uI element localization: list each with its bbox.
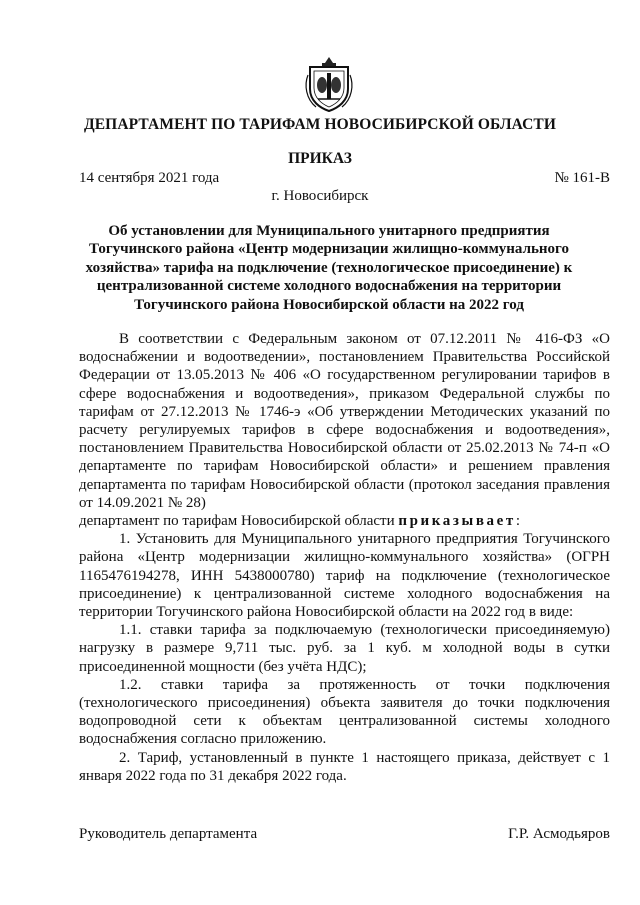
clause-1: 1. Установить для Муниципального унитарного предприятия Тогучинского района «Центр модернизации жилищно-коммунального хозяйства» (ОГРН 1165476194278, ИНН 5438000780) тариф на подключение (технологическое присоединение) к централизованной системе холодного водоснабжения на территории Тогучинского района Новосибирской области на 2022 год в виде: (79, 531, 610, 621)
decree-line (79, 512, 610, 530)
clause-1-1: 1.1. ставки тарифа за подключаемую (технологически присоединяемую) нагрузку в размере 9,711 тыс. руб. за 1 куб. м холодной воды в сутки присоединенной мощности (без учёта НДС); (79, 622, 610, 675)
decree-colon: : (515, 513, 521, 530)
subject-line: централизованной системе холодного водоснабжения на территории (96, 278, 562, 295)
subject-line: Об установлении для Муниципального унитарного предприятия (108, 223, 550, 239)
clause-1-2: 1.2. ставки тарифа за протяженность от точки подключения (технологического присоединения) объекта заявителя до точки подключения водопроводной сети к объектам централизованной системы холодного водоснабжения согласно приложению. (79, 676, 610, 748)
order-body (79, 330, 610, 785)
order-city: г. Новосибирск (271, 188, 369, 204)
decree-word: приказывает (398, 513, 516, 530)
clause-2: 2. Тариф, установленный в пункте 1 настоящего приказа, действует с 1 января 2022 года по 31 декабря 2022 года. (79, 749, 610, 784)
order-number: № 161-В (554, 170, 610, 186)
subject-line: Тогучинского района Новосибирской области на 2022 год (134, 296, 524, 313)
preamble-paragraph: В соответствии с Федеральным законом от 07.12.2011 № 416-ФЗ «О водоснабжении и водоотведении», постановлением Правительства Российской Федерации от 13.05.2013 № 406 «О государственном регулировании тарифов в сфере водоснабжения и водоотведения», приказом Федеральной службы по тарифам от 27.12.2013 № 1746-э «Об утверждении Методических указаний по расчету регулируемых тарифов в сфере водоснабжения и водоотведения», постановлением Правительства Новосибирской области от 25.02.2013 № 74-п «О департаменте по тарифам Новосибирской области» и решением правления департамента по тарифам Новосибирской области (протокол заседания правления от 14.09.2021 № 28) (79, 331, 610, 511)
order-subject (79, 222, 579, 314)
order-title: ПРИКАЗ (288, 150, 352, 167)
department-title: ДЕПАРТАМЕНТ ПО ТАРИФАМ НОВОСИБИРСКОЙ ОБЛАСТИ (83, 116, 557, 133)
subject-line: хозяйства» тарифа на подключение (технологическое присоединение) к (85, 259, 573, 276)
subject-line: Тогучинского района «Центр модернизации жилищно-коммунального (88, 241, 569, 258)
order-date: 14 сентября 2021 года (79, 170, 220, 186)
signatory-name: Г.Р. Асмодьяров (508, 826, 610, 842)
signatory-position: Руководитель департамента (79, 826, 258, 842)
coat-of-arms-icon (304, 55, 354, 113)
decree-lead: департамент по тарифам Новосибирской области (79, 513, 395, 530)
